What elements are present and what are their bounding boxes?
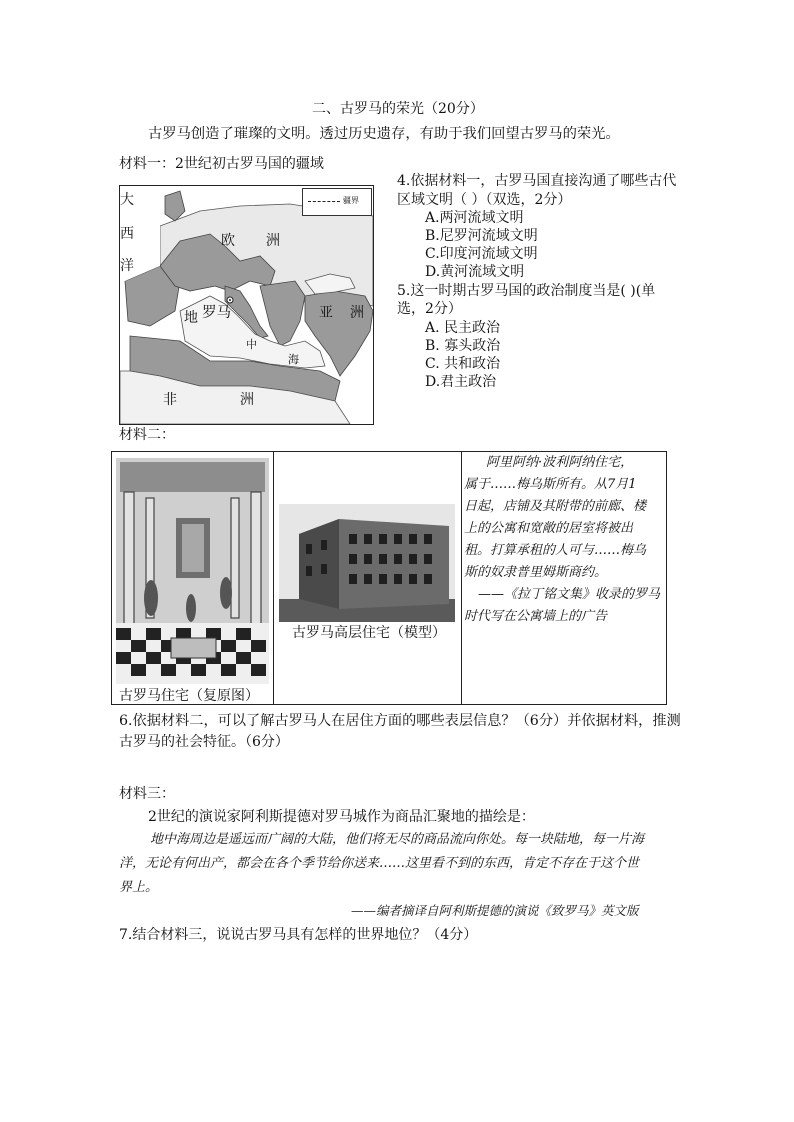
- map-label-da: 大: [120, 192, 134, 208]
- ad-line-6: 斯的奴隶普里姆斯商约。: [464, 565, 608, 580]
- ad-line-4: 上的公寓和宽敞的居室将被出: [464, 521, 634, 536]
- map-label-zhou-asia: 洲: [350, 305, 364, 321]
- material3-quote-line3: 界上。: [119, 880, 159, 895]
- highrise-model-photo: [279, 504, 455, 622]
- q4-stem-line2: 区域文明（ ）（双选，2分）: [397, 192, 572, 208]
- map-label-ou: 欧: [221, 233, 235, 249]
- section-title: 二、古罗马的荣光（20分）: [312, 101, 484, 117]
- map-label-ya: 亚: [319, 305, 333, 321]
- material2-table: [111, 451, 667, 705]
- q4-stem-line1: 4.依据材料一，古罗马国直接沟通了哪些古代: [397, 173, 677, 189]
- material3-quote-line1: 地中海周边是遥远而广阔的大陆，他们将无尽的商品流向你处。每一块陆地，每一片海: [150, 832, 645, 847]
- q5-option-d: D.君主政治: [425, 374, 497, 390]
- caption-roman-house: 古罗马住宅（复原图）: [119, 688, 259, 704]
- ad-line-3: 日起，店铺及其附带的前廊、楼: [464, 499, 647, 514]
- map-label-fei: 非: [163, 392, 177, 408]
- q5-stem-line1: 5.这一时期古罗马国的政治制度当是( )(单: [397, 283, 656, 299]
- map-legend: [302, 188, 372, 216]
- caption-highrise-model: 古罗马高层住宅（模型）: [292, 625, 446, 641]
- q5-option-a: A. 民主政治: [425, 320, 501, 336]
- material3-label: 材料三：: [119, 786, 175, 802]
- map-label-yang: 洋: [120, 258, 134, 274]
- roman-house-illustration: [116, 458, 269, 684]
- q4-option-d: D.黄河流域文明: [425, 264, 525, 280]
- map-label-di: 地: [184, 310, 198, 326]
- material3-source: ——编者摘译自阿利斯提德的演说《致罗马》英文版: [351, 903, 639, 918]
- map-label-rome: 罗马: [202, 305, 231, 321]
- q4-option-b: B.尼罗河流域文明: [425, 228, 538, 244]
- roman-empire-map: [119, 185, 374, 425]
- ad-line-7: ——《拉丁铭文集》收录的罗马: [478, 587, 661, 602]
- material3-intro: 2世纪的演说家阿利斯提德对罗马城作为商品汇聚地的描绘是：: [148, 809, 535, 825]
- table-divider: [273, 452, 274, 704]
- table-divider: [461, 452, 462, 704]
- q5-stem-line2: 选，2分）: [397, 301, 462, 317]
- map-drawing: [120, 186, 373, 424]
- ad-line-5: 租。打算承租的人可与……梅乌: [464, 543, 647, 558]
- q4-option-c: C.印度河流域文明: [425, 246, 538, 262]
- map-label-xi: 西: [120, 226, 134, 242]
- material3-quote-line2: 洋，无论有何出产，都会在各个季节给你送来……这里看不到的东西，肯定不存在于这个世: [119, 856, 640, 871]
- ad-line-2: 属于……梅乌斯所有。从7月1: [464, 477, 637, 492]
- legend-label: 疆界: [343, 196, 359, 205]
- map-label-hai: 海: [288, 353, 299, 366]
- q6-line2: 古罗马的社会特征。（6分）: [119, 734, 289, 750]
- map-label-zhou-europe: 洲: [266, 233, 280, 249]
- ad-line-8: 时代写在公寓墙上的广告: [464, 609, 608, 624]
- q4-option-a: A.两河流域文明: [425, 210, 524, 226]
- ad-line-1: 阿里阿纳·波利阿纳住宅，: [486, 455, 634, 470]
- map-label-zhou-africa: 洲: [240, 392, 254, 408]
- map-label-zhong: 中: [246, 338, 257, 351]
- border-line-symbol: [308, 201, 340, 202]
- q6-line1: 6.依据材料二，可以了解古罗马人在居住方面的哪些表层信息？（6分）并依据材料，推测: [119, 713, 681, 729]
- q5-option-c: C. 共和政治: [425, 356, 501, 372]
- section-intro: 古罗马创造了璀璨的文明。透过历史遗存，有助于我们回望古罗马的荣光。: [148, 126, 620, 142]
- material1-label: 材料一：2世纪初古罗马国的疆域: [119, 156, 324, 172]
- q7-stem: 7.结合材料三，说说古罗马具有怎样的世界地位？（4分）: [119, 927, 478, 943]
- material2-label: 材料二：: [119, 427, 175, 443]
- q5-option-b: B. 寡头政治: [425, 338, 501, 354]
